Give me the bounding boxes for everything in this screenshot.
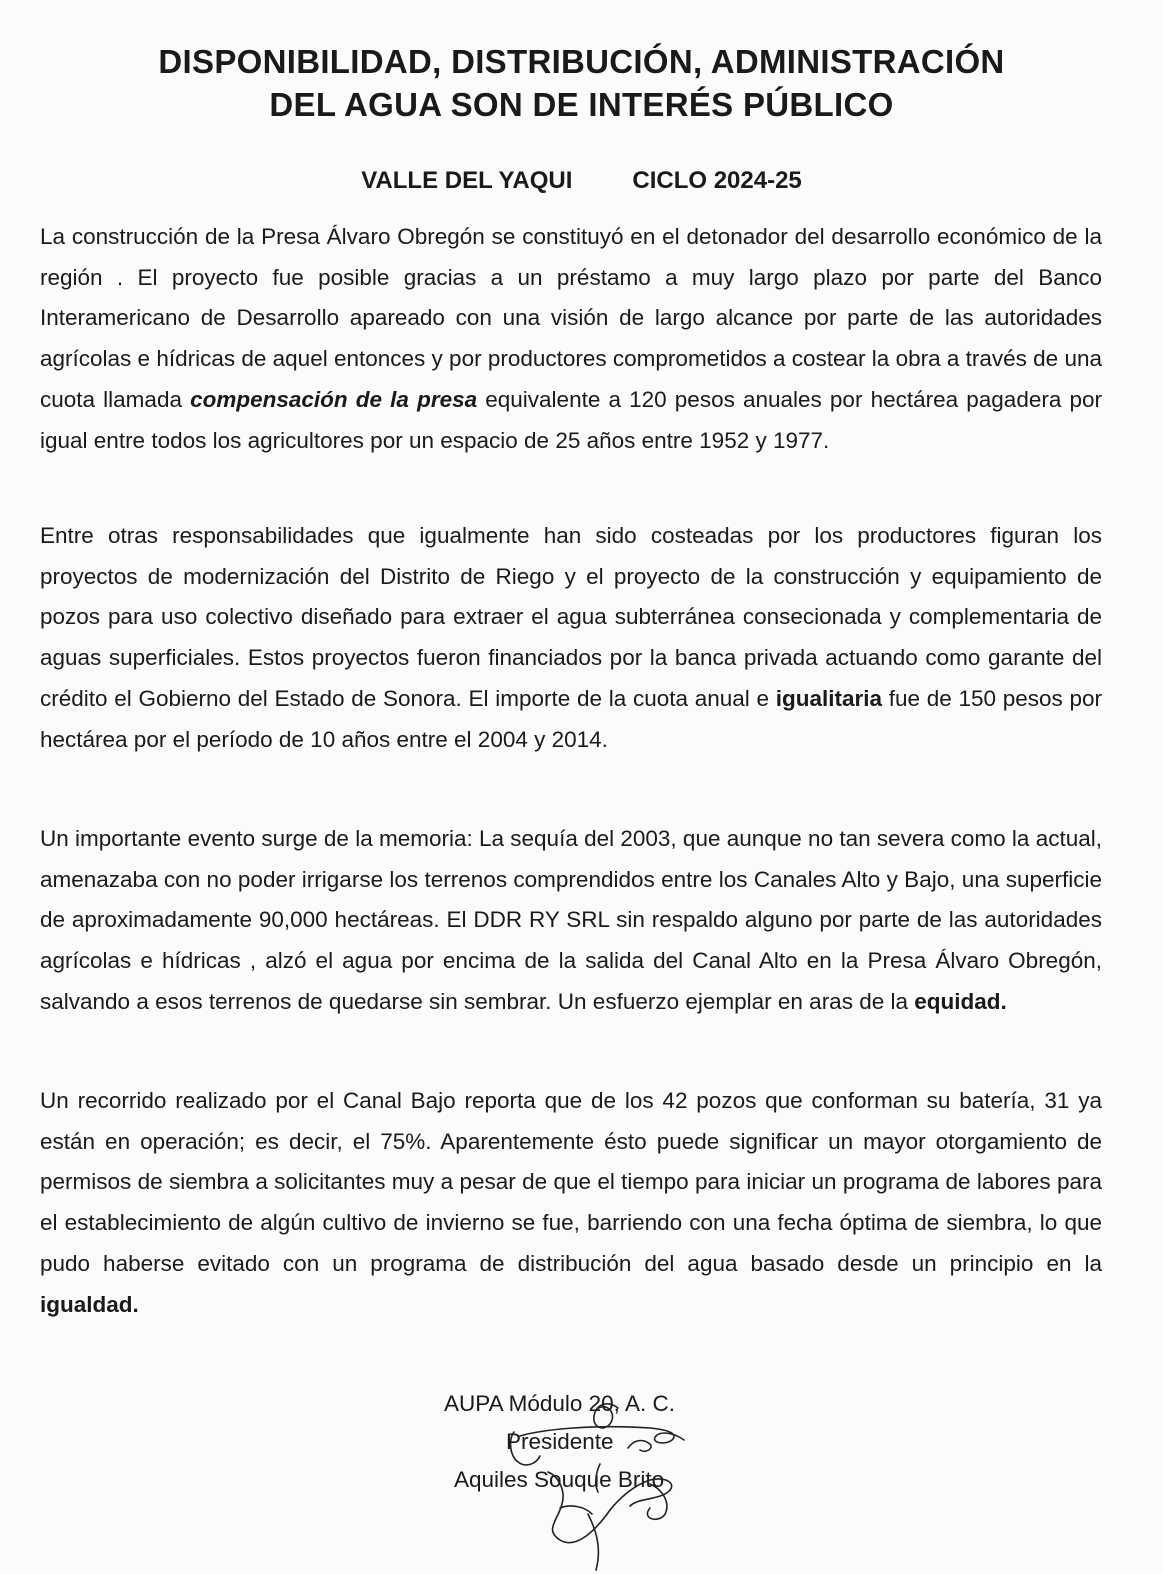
paragraph-4-emphasis: igualdad. [40,1291,139,1317]
cycle-label: CICLO 2024-25 [632,167,802,194]
paragraph-1-text-a: La construcción de la Presa Álvaro Obregón se constituyó en el detonador del desarrollo económico de la región . El proyecto fue posible gracias a un préstamo a muy largo plazo por parte del Banco Interamericano de Desarrollo apareado con una visión de largo alcance por parte de las autoridades agrícolas e hídricas de aquel entonces y por productores comprometidos a costear la obra a través de una cuota llamada [40,224,1102,412]
paragraph-2-text-a: Entre otras responsabilidades que igualmente han sido costeadas por los productores figuran los proyectos de modernización del Distrito de Riego y el proyecto de la construcción y equipamiento de pozos para uso colectivo diseñado para extraer el agua subterránea consecionada y complementaria de aguas superficiales. Estos proyectos fueron financiados por la banca privada actuando como garante del crédito el Gobierno del Estado de Sonora. El importe de la cuota anual e [40,523,1102,711]
signature-name: Aquiles Souque Brito [454,1467,665,1492]
paragraph-3-emphasis: equidad. [914,988,1007,1014]
paragraph-4 [40,1081,1102,1325]
paragraph-2-text-b: fue de 150 pesos por hectárea por el período de 10 años entre el 2004 y 2014. [40,685,1102,752]
title-line-1: DISPONIBILIDAD, DISTRIBUCIÓN, ADMINISTRACIÓN [158,43,1005,80]
paragraph-3 [40,819,1102,1023]
region-label: VALLE DEL YAQUI [361,167,573,194]
paragraph-1-text-b: equivalente a 120 pesos anuales por hectárea pagadera por igual entre todos los agricultores por un espacio de 25 años entre 1952 y 1977. [40,386,1103,453]
document-subtitle [0,164,1163,198]
signature-organization: AUPA Módulo 20, A. C. [444,1391,675,1416]
paragraph-2-emphasis: igualitaria [775,685,882,711]
document-title [0,40,1163,126]
paragraph-1-emphasis: compensación de la presa [190,386,478,412]
paragraph-3-text-a: Un importante evento surge de la memoria: La sequía del 2003, que aunque no tan severa como la actual, amenazaba con no poder irrigarse los terrenos comprendidos entre los Canales Alto y Bajo, una superficie de aproximadamente 90,000 hectáreas. El DDR RY SRL sin respaldo alguno por parte de las autoridades agrícolas e hídricas , alzó el agua por encima de la salida del Canal Alto en la Presa Álvaro Obregón, salvando a esos terrenos de quedarse sin sembrar. Un esfuerzo ejemplar en aras de la [40,826,1102,1014]
paragraph-1 [40,217,1102,461]
paragraph-2 [40,516,1102,760]
signature-block [440,1385,760,1499]
signature-role: Presidente [506,1429,614,1454]
paragraph-4-text-a: Un recorrido realizado por el Canal Bajo reporta que de los 42 pozos que conforman su batería, 31 ya están en operación; es decir, el 75%. Aparentemente ésto puede significar un mayor otorgamiento de permisos de siembra a solicitantes muy a pesar de que el tiempo para iniciar un programa de labores para el establecimiento de algún cultivo de invierno se fue, barriendo con una fecha óptima de siembra, lo que pudo haberse evitado con un programa de distribución del agua basado desde un principio en la [40,1088,1102,1276]
title-line-2: DEL AGUA SON DE INTERÉS PÚBLICO [269,86,894,123]
